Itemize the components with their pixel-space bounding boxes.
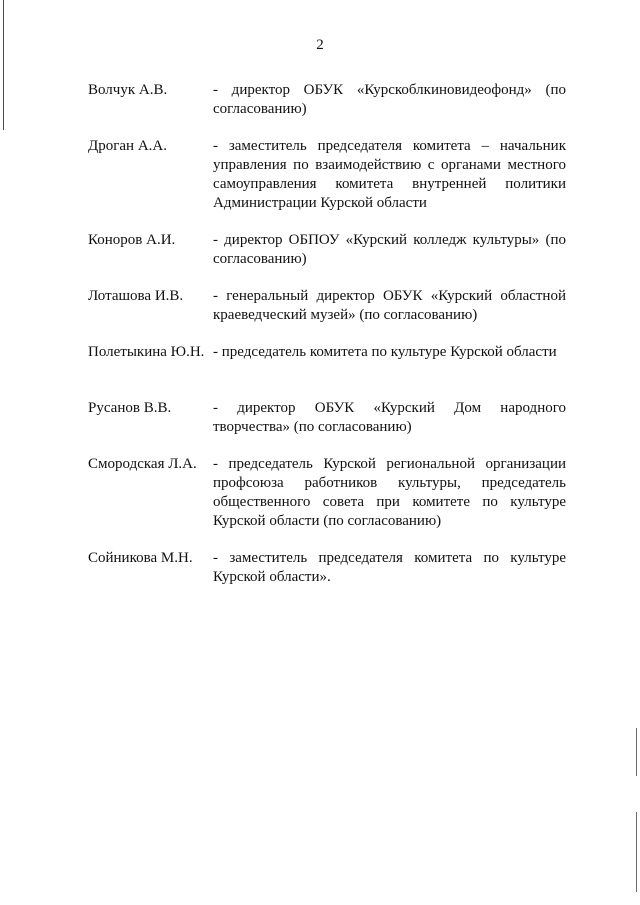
member-row — [88, 287, 566, 325]
member-name: Дроган А.А. — [88, 138, 167, 154]
member-role: - директор ОБУК «Курский Дом народного творчества» (по согласованию) — [213, 400, 566, 435]
member-role: - директор ОБУК «Курскоблкиновидеофонд» (по согласованию) — [213, 82, 566, 117]
member-name: Смородская Л.А. — [88, 456, 197, 472]
page-number: 2 — [316, 37, 324, 53]
member-row — [88, 343, 566, 362]
member-name: Русанов В.В. — [88, 400, 172, 416]
scan-edge-line — [636, 812, 637, 892]
member-row — [88, 231, 566, 269]
member-row — [88, 81, 566, 119]
member-row — [88, 399, 566, 437]
scan-edge-line — [636, 728, 637, 776]
member-role: - заместитель председателя комитета – начальник управления по взаимодействию с органами местного самоуправления комитета внутренней политики Администрации Курской области — [213, 138, 566, 211]
member-role: - председатель комитета по культуре Курской области — [213, 344, 557, 360]
member-name: Сойникова М.Н. — [88, 550, 193, 566]
member-role: - генеральный директор ОБУК «Курский областной краеведческий музей» (по согласованию) — [213, 288, 566, 323]
member-list — [88, 81, 566, 587]
member-row — [88, 549, 566, 587]
member-name: Волчук А.В. — [88, 82, 168, 98]
member-name: Полетыкина Ю.Н. — [88, 344, 205, 360]
member-row — [88, 455, 566, 531]
member-role: - заместитель председателя комитета по культуре Курской области». — [213, 550, 566, 585]
member-name: Лоташова И.В. — [88, 288, 184, 304]
member-name: Коноров А.И. — [88, 232, 176, 248]
scan-edge-line — [3, 0, 4, 130]
member-role: - директор ОБПОУ «Курский колледж культуры» (по согласованию) — [213, 232, 566, 267]
member-role: - председатель Курской региональной организации профсоюза работников культуры, председатель общественного совета при комитете по культуре Курской области (по согласованию) — [213, 456, 566, 529]
member-row — [88, 137, 566, 213]
